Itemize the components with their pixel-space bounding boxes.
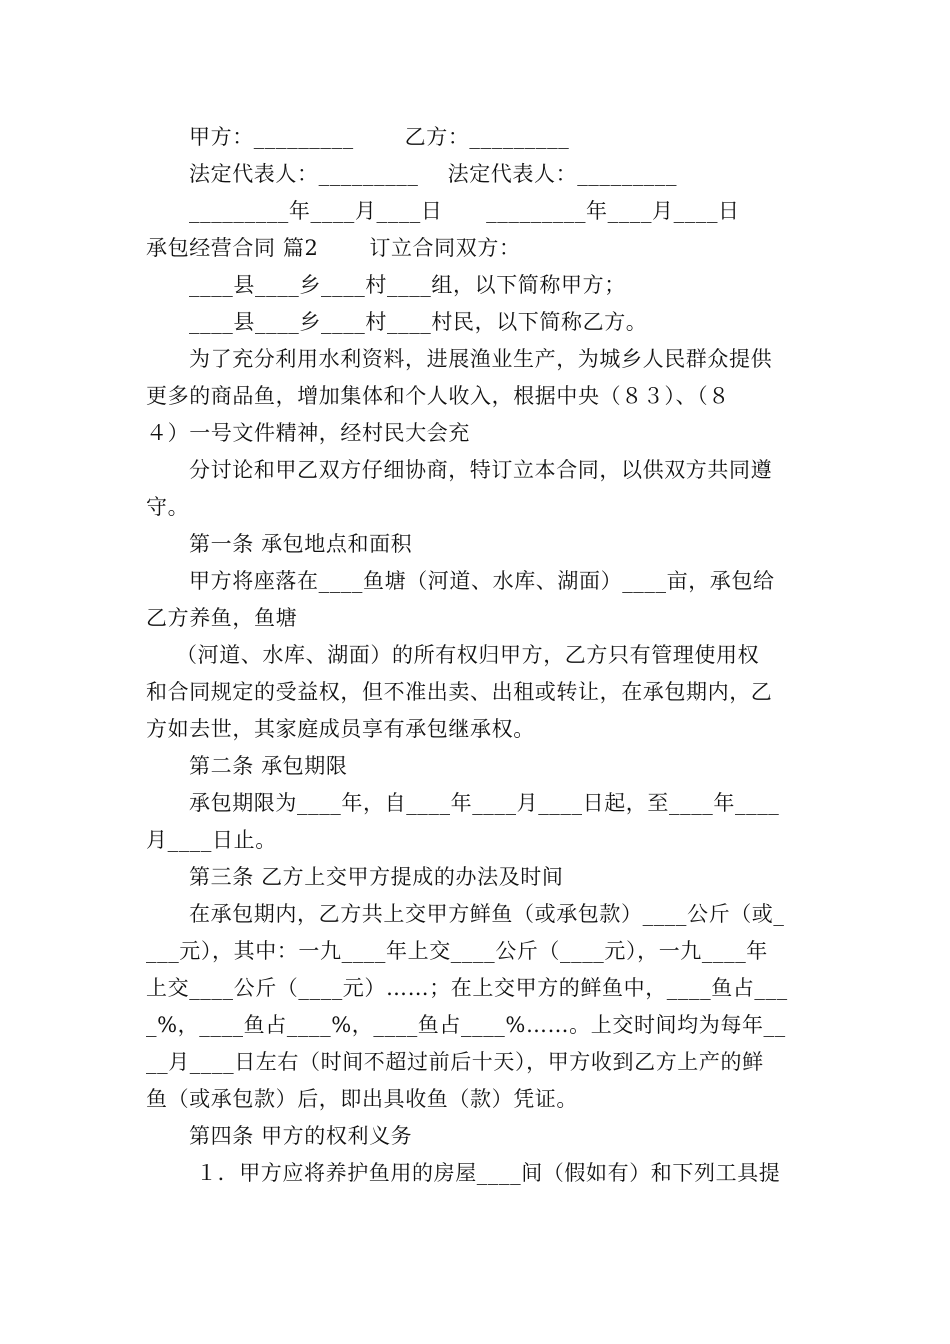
party-line: 甲方：_________ 乙方：_________ <box>189 125 570 149</box>
paragraph-line: 为了充分利用水利资料，进展渔业生产，为城乡人民群众提供 <box>189 347 773 371</box>
party-a-line: ____县____乡____村____组，以下简称甲方； <box>189 273 626 297</box>
paragraph-line: １．甲方应将养护鱼用的房屋____间（假如有）和下列工具提 <box>196 1161 781 1185</box>
paragraph-line: 方如去世，其家庭成员享有承包继承权。 <box>146 717 535 741</box>
party-b-line: ____县____乡____村____村民，以下简称乙方。 <box>189 310 648 334</box>
paragraph-line: 承包期限为____年，自____年____月____日起，至____年____ <box>189 791 780 815</box>
paragraph-line: _%，____鱼占____%，____鱼占____%……。上交时间均为每年__ <box>146 1013 786 1037</box>
paragraph-line: 在承包期内，乙方共上交甲方鲜鱼（或承包款）____公斤（或_ <box>189 902 785 926</box>
article-heading: 第一条 承包地点和面积 <box>189 532 413 556</box>
paragraph-line: （河道、水库、湖面）的所有权归甲方，乙方只有管理使用权 <box>176 643 760 667</box>
paragraph-line: 月____日止。 <box>146 828 277 852</box>
paragraph-line: 甲方将座落在____鱼塘（河道、水库、湖面）____亩，承包给 <box>189 569 775 593</box>
representative-line: 法定代表人：_________ 法定代表人：_________ <box>189 162 678 186</box>
paragraph-line: 更多的商品鱼，增加集体和个人收入，根据中央（８３）、（８ <box>146 384 730 408</box>
paragraph-line: ４）一号文件精神，经村民大会充 <box>146 421 470 445</box>
paragraph-line: 守。 <box>146 495 190 519</box>
date-line: _________年____月____日 _________年____月____日 <box>189 199 740 223</box>
contract-heading: 承包经营合同 篇2 订立合同双方： <box>146 236 521 260</box>
paragraph-line: 鱼（或承包款）后，即出具收鱼（款）凭证。 <box>146 1087 578 1111</box>
paragraph-line: 上交____公斤（____元）……；在上交甲方的鲜鱼中，____鱼占___ <box>146 976 788 1000</box>
paragraph-line: 分讨论和甲乙双方仔细协商，特订立本合同，以供双方共同遵 <box>189 458 773 482</box>
paragraph-line: 乙方养鱼，鱼塘 <box>146 606 298 630</box>
paragraph-line: __月____日左右（时间不超过前后十天），甲方收到乙方上产的鲜 <box>146 1050 764 1074</box>
paragraph-line: 和合同规定的受益权，但不准出卖、出租或转让，在承包期内，乙 <box>146 680 773 704</box>
article-heading: 第二条 承包期限 <box>189 754 348 778</box>
article-heading: 第四条 甲方的权利义务 <box>189 1124 413 1148</box>
paragraph-line: ___元），其中：一九____年上交____公斤（____元），一九____年 <box>146 939 768 963</box>
article-heading: 第三条 乙方上交甲方提成的办法及时间 <box>189 865 564 889</box>
